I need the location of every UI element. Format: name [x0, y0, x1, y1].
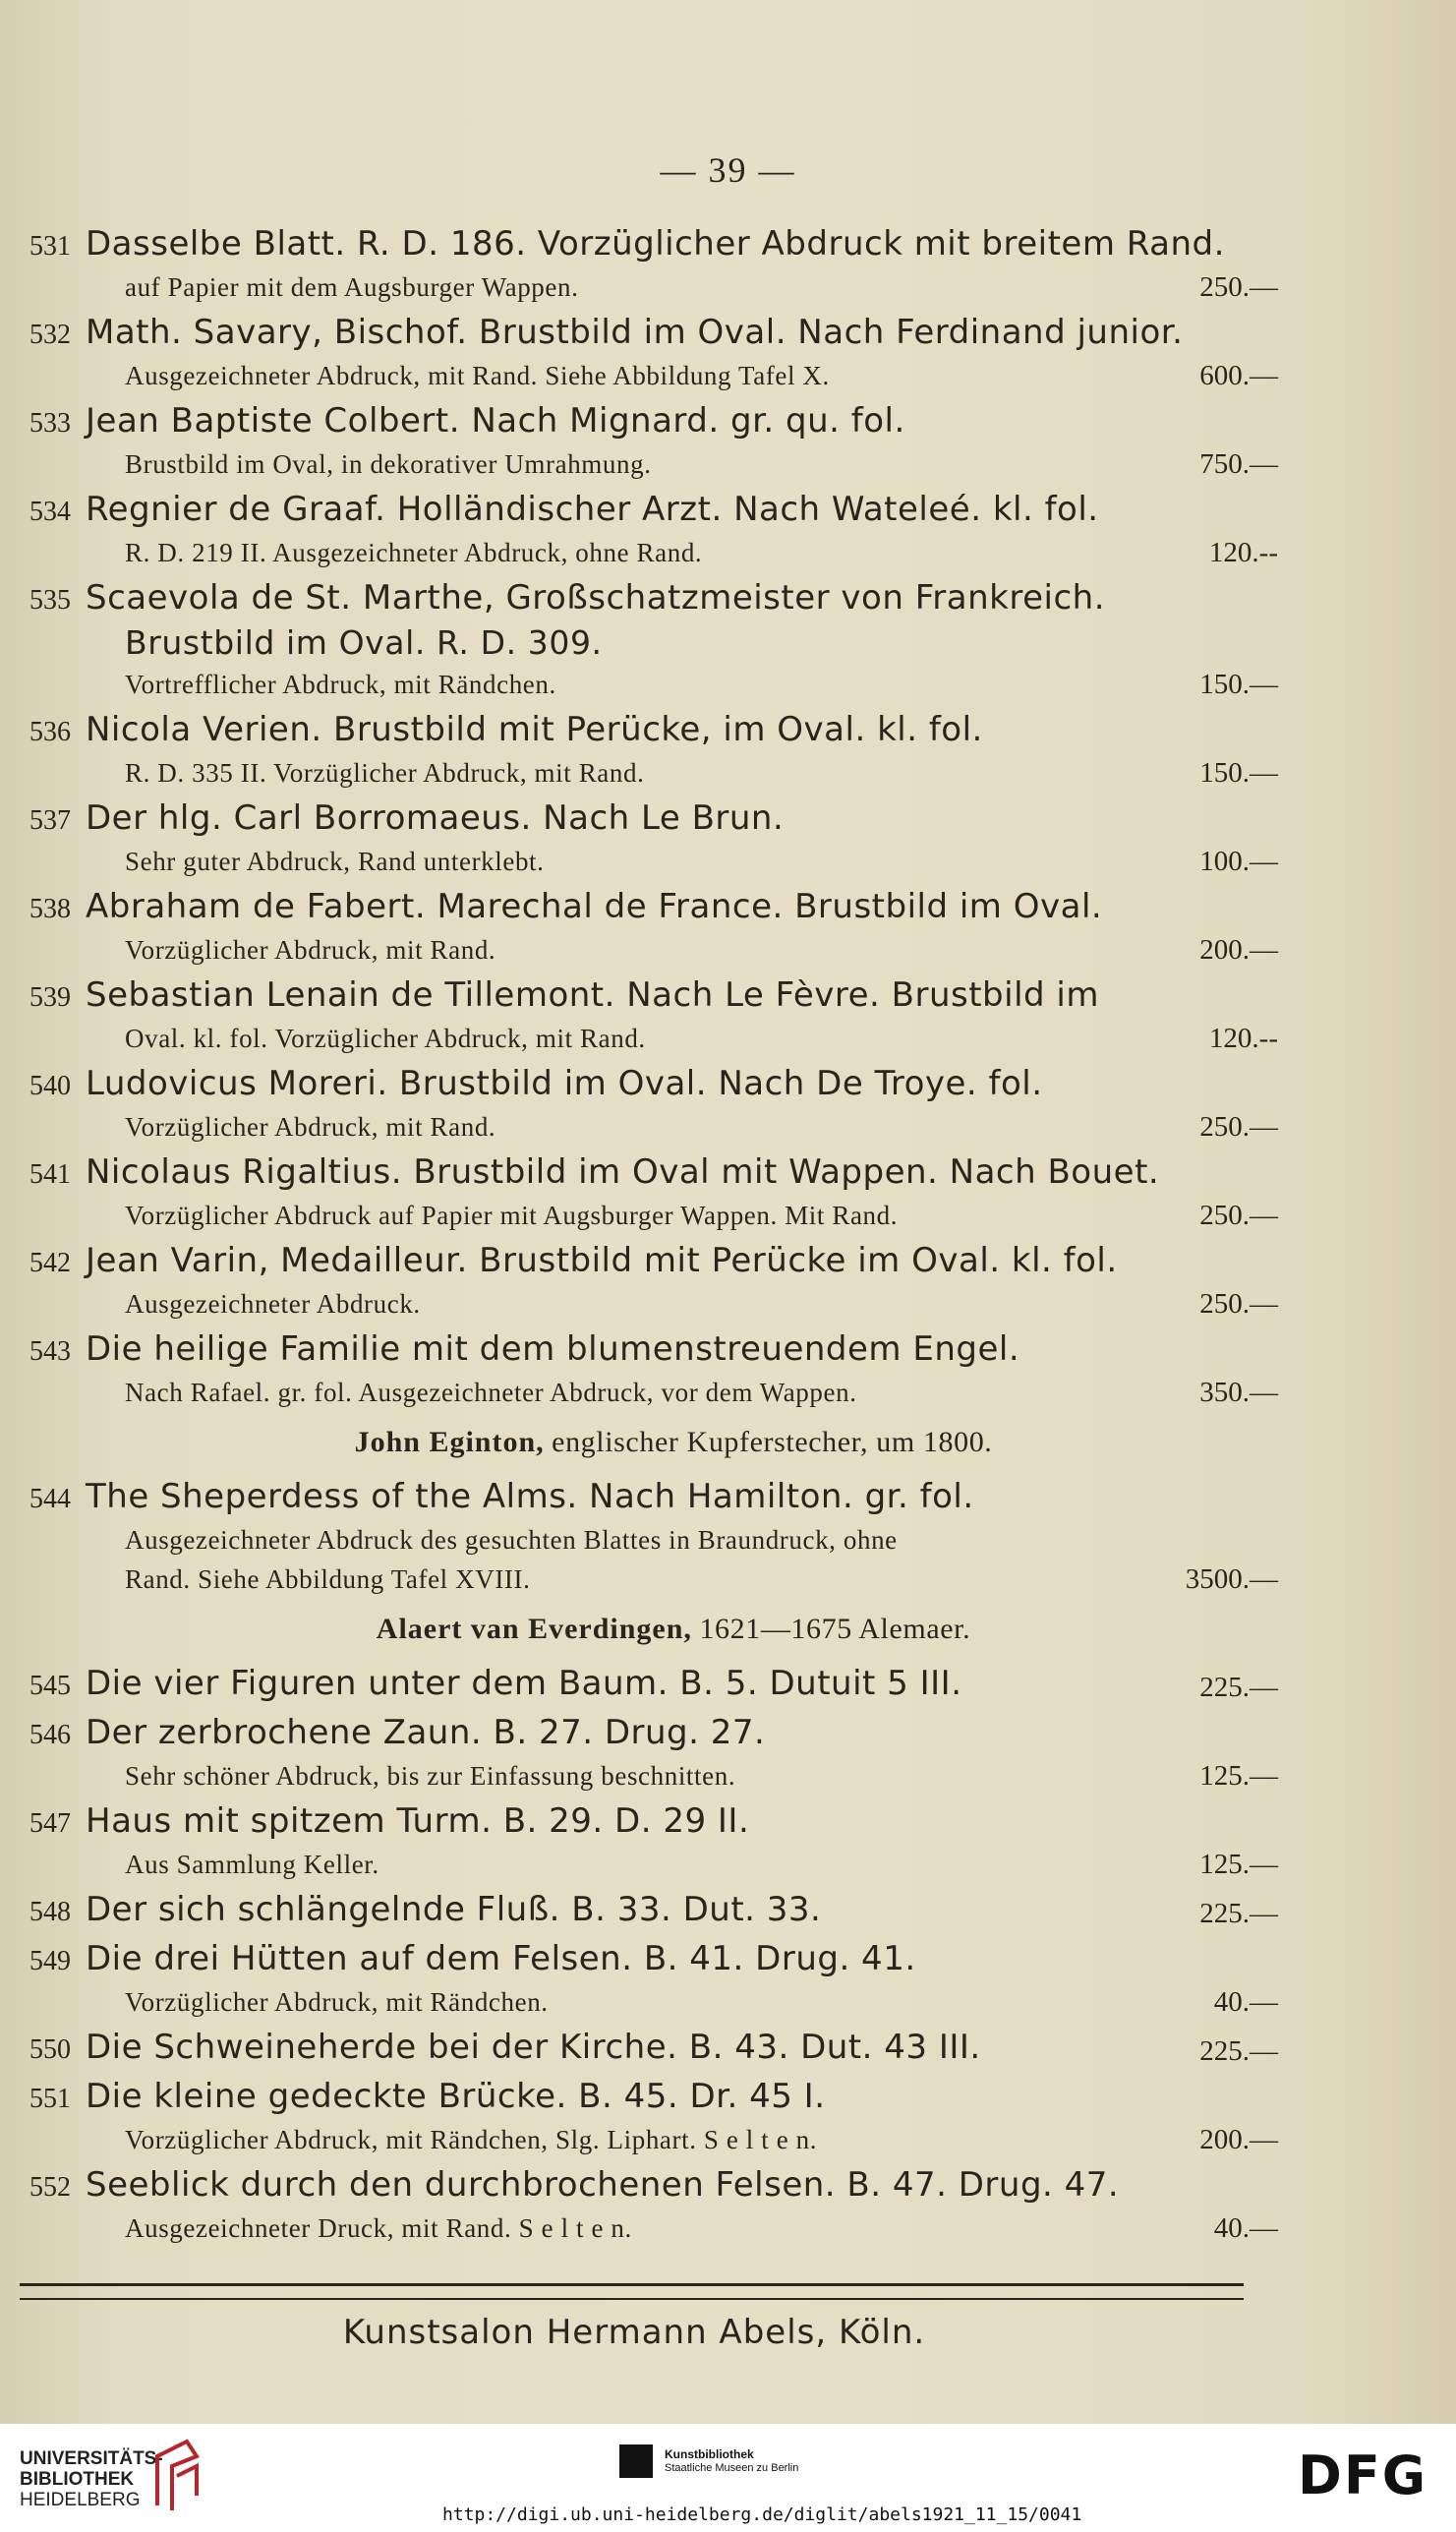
lot-title: Abraham de Fabert. Marechal de France. Brustbild im Oval. — [86, 887, 1103, 926]
lot-number: 552 — [29, 2172, 71, 2203]
lot-title: Die drei Hütten auf dem Felsen. B. 41. Drug. 41. — [86, 1939, 916, 1978]
lot-number: 535 — [29, 585, 71, 616]
catalog-entry — [29, 1939, 1278, 2022]
lot-title: Math. Savary, Bischof. Brustbild im Oval. Nach Ferdinand junior. — [86, 313, 1184, 352]
catalog-entry — [29, 1801, 1278, 1884]
lot-price: 350.— — [1199, 1377, 1278, 1408]
lot-price: 40.— — [1213, 1986, 1278, 2018]
catalog-entry — [29, 1713, 1278, 1796]
catalog-entry — [29, 1664, 1278, 1707]
catalog-entry — [29, 975, 1278, 1058]
lot-description: R. D. 219 II. Ausgezeichneter Abdruck, ohne Rand. — [125, 538, 703, 567]
lot-title: Jean Baptiste Colbert. Nach Mignard. gr. qu. fol. — [86, 401, 905, 441]
lot-price: 150.— — [1199, 757, 1278, 789]
lot-price: 40.— — [1213, 2212, 1278, 2244]
catalog-entry — [29, 1241, 1278, 1324]
lot-title: Die vier Figuren unter dem Baum. B. 5. Dutuit 5 III. — [86, 1664, 962, 1703]
lot-description: Ausgezeichneter Abdruck des gesuchten Blattes in Braundruck, ohne — [125, 1525, 898, 1555]
lot-description: Ausgezeichneter Abdruck, mit Rand. Siehe Abbildung Tafel X. — [125, 361, 830, 390]
lot-price: 750.— — [1199, 448, 1278, 480]
lot-title: Dasselbe Blatt. R. D. 186. Vorzüglicher Abdruck mit breitem Rand. — [86, 224, 1225, 264]
catalog-listing — [29, 224, 1278, 2254]
lot-number: 551 — [29, 2084, 71, 2114]
catalog-entry — [29, 401, 1278, 484]
lot-description: Vorzüglicher Abdruck, mit Rand. — [125, 1112, 496, 1142]
lot-title: Jean Varin, Medailleur. Brustbild mit Perücke im Oval. kl. fol. — [86, 1241, 1118, 1280]
catalog-entry — [29, 1329, 1278, 1412]
lot-description: Vorzüglicher Abdruck, mit Rändchen, Slg. Liphart. S e l t e n. — [125, 2125, 818, 2154]
lot-price: 600.— — [1199, 360, 1278, 391]
catalog-entry — [29, 224, 1278, 307]
lot-number: 536 — [29, 717, 71, 747]
lot-description: Oval. kl. fol. Vorzüglicher Abdruck, mit Rand. — [125, 1024, 646, 1053]
ub-heidelberg-logo[interactable] — [20, 2448, 163, 2510]
lot-number: 550 — [29, 2034, 71, 2065]
lot-title: Die heilige Familie mit dem blumenstreuendem Engel. — [86, 1329, 1020, 1369]
catalog-entry — [29, 313, 1278, 395]
lot-description: Ausgezeichneter Abdruck. — [125, 1289, 421, 1319]
page-number: — 39 — — [660, 150, 796, 190]
lot-description: Aus Sammlung Keller. — [125, 1850, 379, 1879]
footer-rule — [20, 2298, 1244, 2300]
catalog-entry — [29, 887, 1278, 970]
lot-price: 120.-- — [1208, 1023, 1278, 1054]
lot-number: 539 — [29, 982, 71, 1013]
lot-title: Ludovicus Moreri. Brustbild im Oval. Nach De Troye. fol. — [86, 1064, 1043, 1103]
catalog-entry — [29, 2028, 1278, 2071]
lot-title: Seeblick durch den durchbrochenen Felsen. B. 47. Drug. 47. — [86, 2165, 1120, 2205]
lot-title-continued: Brustbild im Oval. R. D. 309. — [125, 623, 603, 662]
lot-number: 532 — [29, 320, 71, 350]
artist-name: John Eginton, — [354, 1426, 545, 1458]
lot-title: Die kleine gedeckte Brücke. B. 45. Dr. 45 I. — [86, 2077, 826, 2116]
footer-rule — [20, 2283, 1244, 2286]
lot-price: 3500.— — [1185, 1563, 1278, 1595]
publisher-footer: Kunstsalon Hermann Abels, Köln. — [342, 2313, 926, 2352]
catalog-entry — [29, 578, 1278, 704]
lot-price: 250.— — [1199, 1288, 1278, 1320]
lot-price: 150.— — [1199, 669, 1278, 700]
lot-description: Vorzüglicher Abdruck auf Papier mit Augsburger Wappen. Mit Rand. — [125, 1201, 899, 1230]
lot-description: Vorzüglicher Abdruck, mit Rändchen. — [125, 1987, 549, 2017]
lot-title: Nicolaus Rigaltius. Brustbild im Oval mit Wappen. Nach Bouet. — [86, 1152, 1160, 1192]
kb-square-icon — [619, 2444, 653, 2478]
lot-number: 545 — [29, 1671, 71, 1701]
section-heading-everdingen — [29, 1613, 1278, 1646]
catalog-entry — [29, 1890, 1278, 1933]
lot-title: Der hlg. Carl Borromaeus. Nach Le Brun. — [86, 798, 785, 838]
lot-description: R. D. 335 II. Vorzüglicher Abdruck, mit Rand. — [125, 758, 645, 788]
catalog-entry — [29, 1152, 1278, 1235]
lot-price: 125.— — [1199, 1849, 1278, 1880]
lot-price: 100.— — [1199, 846, 1278, 877]
entries-group-eginton — [29, 1477, 1278, 1599]
lot-title: Scaevola de St. Marthe, Großschatzmeister von Frankreich. — [86, 578, 1105, 618]
catalog-entry — [29, 2165, 1278, 2248]
lot-price: 125.— — [1199, 1760, 1278, 1792]
kunstbibliothek-logo[interactable] — [619, 2444, 798, 2478]
lot-description: Ausgezeichneter Druck, mit Rand. S e l t e n. — [125, 2213, 632, 2243]
ub-logo-line: UNIVERSITÄTS- — [20, 2448, 163, 2469]
lot-number: 546 — [29, 1720, 71, 1750]
lot-price: 120.-- — [1208, 537, 1278, 568]
catalog-entry — [29, 798, 1278, 881]
lot-number: 549 — [29, 1946, 71, 1976]
lot-description: Sehr schöner Abdruck, bis zur Einfassung beschnitten. — [125, 1761, 736, 1791]
lot-description: auf Papier mit dem Augsburger Wappen. — [125, 272, 579, 302]
artist-name: Alaert van Everdingen, — [376, 1613, 692, 1645]
lot-number: 544 — [29, 1484, 71, 1514]
lot-number: 548 — [29, 1897, 71, 1927]
ub-logo-line: HEIDELBERG — [20, 2490, 141, 2510]
lot-description: Vortrefflicher Abdruck, mit Rändchen. — [125, 670, 556, 699]
catalog-entry — [29, 490, 1278, 572]
ub-logo-line: BIBLIOTHEK — [20, 2469, 135, 2490]
lot-description: Rand. Siehe Abbildung Tafel XVIII. — [125, 1564, 531, 1594]
lot-number: 537 — [29, 805, 71, 836]
ub-mark-icon — [147, 2437, 206, 2515]
digitization-url[interactable]: http://digi.ub.uni-heidelberg.de/diglit/abels1921_11_15/0041 — [442, 2504, 1082, 2525]
lot-title: Nicola Verien. Brustbild mit Perücke, im Oval. kl. fol. — [86, 710, 983, 749]
lot-price: 225.— — [1199, 2035, 1278, 2067]
dfg-logo[interactable]: DFG — [1298, 2444, 1428, 2506]
lot-description: Nach Rafael. gr. fol. Ausgezeichneter Abdruck, vor dem Wappen. — [125, 1378, 857, 1407]
entries-group-everdingen — [29, 1664, 1278, 2248]
lot-price: 250.— — [1199, 1200, 1278, 1231]
lot-price: 225.— — [1199, 1672, 1278, 1703]
entries-group-portraits — [29, 224, 1278, 1412]
lot-number: 531 — [29, 231, 71, 262]
section-heading-eginton — [29, 1426, 1278, 1459]
lot-title: The Sheperdess of the Alms. Nach Hamilton. gr. fol. — [86, 1477, 974, 1516]
lot-title: Die Schweineherde bei der Kirche. B. 43. Dut. 43 III. — [86, 2028, 981, 2067]
lot-title: Der zerbrochene Zaun. B. 27. Drug. 27. — [86, 1713, 766, 1752]
lot-number: 540 — [29, 1071, 71, 1101]
catalog-entry — [29, 2077, 1278, 2159]
lot-title: Der sich schlängelnde Fluß. B. 33. Dut. 33. — [86, 1890, 822, 1929]
catalog-entry — [29, 710, 1278, 793]
catalog-entry — [29, 1477, 1278, 1599]
lot-number: 542 — [29, 1248, 71, 1278]
lot-number: 547 — [29, 1808, 71, 1839]
kb-line: Staatliche Museen zu Berlin — [665, 2462, 799, 2474]
lot-description: Vorzüglicher Abdruck, mit Rand. — [125, 935, 496, 965]
lot-number: 543 — [29, 1336, 71, 1367]
lot-title: Haus mit spitzem Turm. B. 29. D. 29 II. — [86, 1801, 750, 1841]
artist-info: englischer Kupferstecher, um 1800. — [552, 1426, 993, 1458]
lot-number: 533 — [29, 408, 71, 439]
lot-number: 538 — [29, 894, 71, 924]
lot-price: 250.— — [1199, 271, 1278, 303]
lot-number: 541 — [29, 1159, 71, 1190]
lot-title: Sebastian Lenain de Tillemont. Nach Le Fèvre. Brustbild im — [86, 975, 1099, 1015]
lot-number: 534 — [29, 497, 71, 527]
lot-description: Brustbild im Oval, in dekorativer Umrahmung. — [125, 449, 652, 479]
lot-title: Regnier de Graaf. Holländischer Arzt. Nach Wateleé. kl. fol. — [86, 490, 1099, 529]
lot-description: Sehr guter Abdruck, Rand unterklebt. — [125, 847, 545, 876]
lot-price: 200.— — [1199, 2124, 1278, 2155]
lot-price: 225.— — [1199, 1898, 1278, 1929]
lot-price: 200.— — [1199, 934, 1278, 966]
lot-price: 250.— — [1199, 1111, 1278, 1143]
kb-line: Kunstbibliothek — [665, 2447, 754, 2461]
catalog-entry — [29, 1064, 1278, 1147]
artist-info: 1621—1675 Alemaer. — [699, 1613, 971, 1645]
